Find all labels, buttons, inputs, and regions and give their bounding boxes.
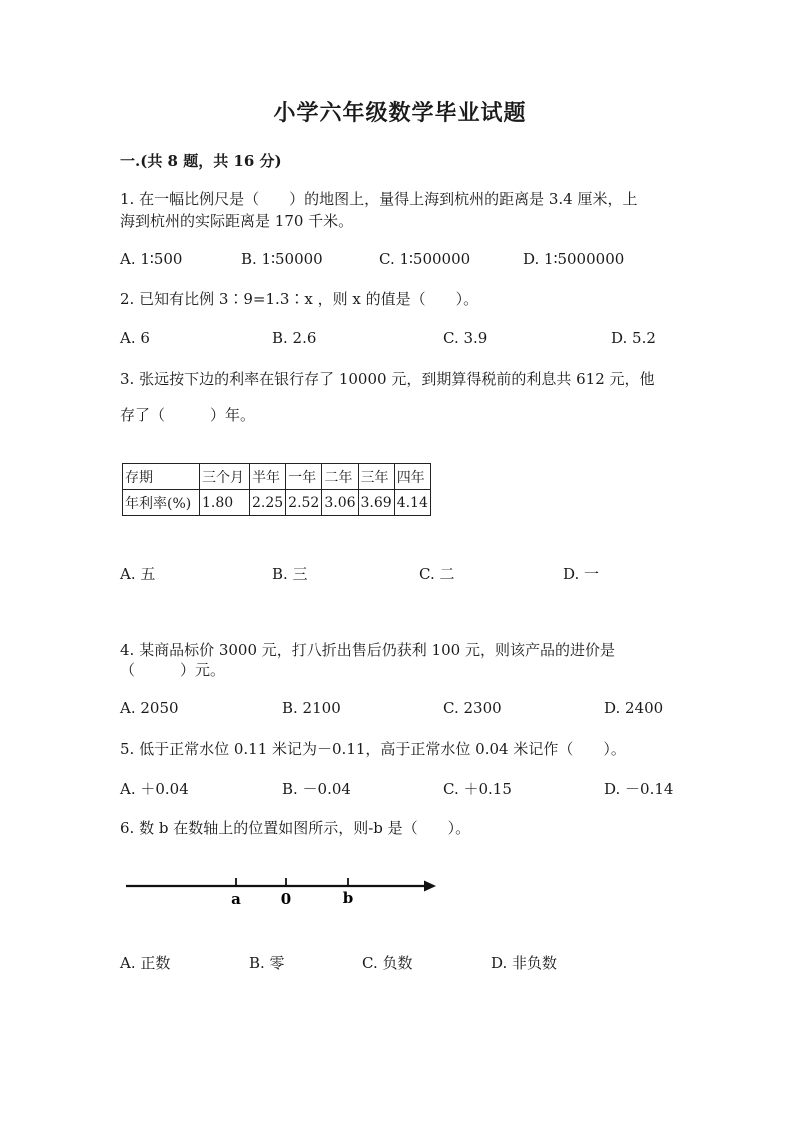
section-header: 一.(共 8 题，共 16 分): [120, 152, 282, 170]
q5-option-c[interactable]: C. ＋0.15: [443, 780, 512, 798]
q1-option-b[interactable]: B. 1∶50000: [241, 250, 323, 268]
q6-option-c[interactable]: C. 负数: [362, 954, 413, 972]
q3-option-d[interactable]: D. 一: [563, 565, 600, 583]
table-cell: 2.52: [286, 490, 322, 516]
q4-option-b[interactable]: B. 2100: [282, 699, 341, 717]
q3-option-b[interactable]: B. 三: [272, 565, 308, 583]
q3-option-c[interactable]: C. 二: [419, 565, 455, 583]
q3-text-line2: 存了（ ）年。: [120, 406, 256, 424]
q5-option-d[interactable]: D. －0.14: [604, 780, 674, 798]
table-cell: 3.69: [358, 490, 394, 516]
q4-option-c[interactable]: C. 2300: [443, 699, 502, 717]
q1-option-c[interactable]: C. 1∶500000: [379, 250, 471, 268]
q1-text-line2: 海到杭州的实际距离是 170 千米。: [120, 212, 354, 230]
q1-option-d[interactable]: D. 1∶5000000: [523, 250, 625, 268]
page-title: 小学六年级数学毕业试题: [273, 100, 527, 126]
table-cell: 三个月: [200, 464, 250, 490]
q6-option-d[interactable]: D. 非负数: [491, 954, 558, 972]
table-cell: 三年: [358, 464, 394, 490]
q2-option-d[interactable]: D. 5.2: [611, 329, 656, 347]
q1-text-line1: 1. 在一幅比例尺是（ ）的地图上，量得上海到杭州的距离是 3.4 厘米，上: [120, 190, 638, 208]
table-cell: 3.06: [322, 490, 358, 516]
q4-option-d[interactable]: D. 2400: [604, 699, 664, 717]
q3-option-a[interactable]: A. 五: [120, 565, 156, 583]
table-cell: 二年: [322, 464, 358, 490]
table-cell: 四年: [394, 464, 430, 490]
table-cell: 存期: [123, 464, 200, 490]
q2-option-c[interactable]: C. 3.9: [443, 329, 488, 347]
table-cell: 2.25: [250, 490, 286, 516]
table-cell: 4.14: [394, 490, 430, 516]
q6-option-b[interactable]: B. 零: [249, 954, 285, 972]
q5-text: 5. 低于正常水位 0.11 米记为－0.11，高于正常水位 0.04 米记作（ ）。: [120, 740, 626, 758]
table-cell: 1.80: [200, 490, 250, 516]
axis-label-a: a: [231, 890, 241, 908]
arrow-right-icon: [424, 881, 436, 892]
table-cell: 一年: [286, 464, 322, 490]
table-cell: 年利率(%): [123, 490, 200, 516]
q3-text-line1: 3. 张远按下边的利率在银行存了 10000 元，到期算得税前的利息共 612 元，他: [120, 370, 655, 388]
q6-text: 6. 数 b 在数轴上的位置如图所示，则-b 是（ ）。: [120, 819, 471, 837]
q2-text: 2. 已知有比例 3∶9=1.3∶x ，则 x 的值是（ ）。: [120, 290, 479, 308]
interest-rate-table: [122, 463, 431, 516]
q6-option-a[interactable]: A. 正数: [120, 954, 171, 972]
table-row: [123, 464, 431, 490]
axis-label-b: b: [342, 889, 354, 907]
q5-option-a[interactable]: A. ＋0.04: [120, 780, 189, 798]
q4-text-line2: （ ）元。: [120, 661, 226, 679]
q2-option-a[interactable]: A. 6: [120, 329, 150, 347]
table-cell: 半年: [250, 464, 286, 490]
q2-option-b[interactable]: B. 2.6: [272, 329, 317, 347]
table-row: [123, 490, 431, 516]
q4-option-a[interactable]: A. 2050: [120, 699, 179, 717]
q4-text-line1: 4. 某商品标价 3000 元，打八折出售后仍获利 100 元，则该产品的进价是: [120, 641, 615, 659]
number-line: [122, 868, 442, 914]
q5-option-b[interactable]: B. －0.04: [282, 780, 351, 798]
axis-label-zero: 0: [280, 890, 292, 908]
q1-option-a[interactable]: A. 1∶500: [120, 250, 183, 268]
